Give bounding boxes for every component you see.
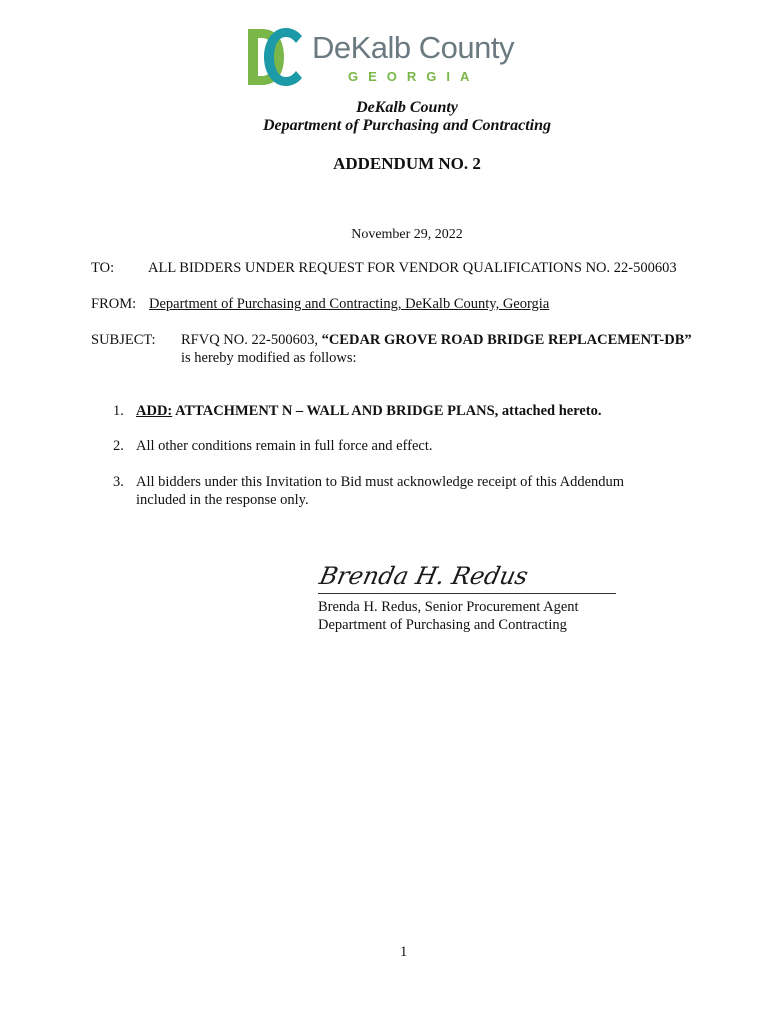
signer-name-title: Brenda H. Redus, Senior Procurement Agent (318, 599, 579, 615)
page-number: 1 (400, 944, 408, 960)
subject-prefix: RFVQ NO. 22-500603, (181, 332, 322, 348)
subject-project-title: “CEDAR GROVE ROAD BRIDGE REPLACEMENT-DB” (321, 332, 692, 348)
to-label: TO: (91, 260, 115, 276)
item-3-number: 3. (113, 474, 124, 490)
from-text: Department of Purchasing and Contracting, DeKalb County, Georgia (149, 296, 550, 312)
header-county: DeKalb County (356, 99, 458, 116)
item-1-add-label: ADD: (136, 403, 173, 419)
subject-line-2: is hereby modified as follows: (181, 350, 357, 366)
county-logo (244, 24, 515, 92)
item-3-text-2: included in the response only. (136, 492, 309, 508)
item-1 (136, 403, 602, 420)
item-1-text: ATTACHMENT N – WALL AND BRIDGE PLANS, attached hereto. (172, 403, 602, 419)
logo-state-name: GEORGIA (348, 69, 480, 84)
signature-line (318, 593, 616, 594)
item-1-number: 1. (113, 403, 124, 419)
signer-department: Department of Purchasing and Contracting (318, 617, 567, 633)
to-text: ALL BIDDERS UNDER REQUEST FOR VENDOR QUALIFICATIONS NO. 22-500603 (148, 260, 677, 276)
from-label: FROM: (91, 296, 137, 312)
item-2-text: All other conditions remain in full force and effect. (136, 438, 433, 454)
header-department: Department of Purchasing and Contracting (262, 117, 552, 134)
subject-label: SUBJECT: (91, 332, 156, 348)
document-date: November 29, 2022 (351, 227, 463, 242)
logo-county-name: DeKalb County (312, 30, 515, 65)
subject-line (181, 332, 692, 349)
item-2-number: 2. (113, 438, 124, 454)
document-title: ADDENDUM NO. 2 (333, 154, 481, 173)
item-3-text: All bidders under this Invitation to Bid must acknowledge receipt of this Addendum (136, 474, 625, 490)
dc-logo-mark-icon (244, 24, 308, 90)
handwritten-signature: Brenda H. Redus (317, 562, 531, 590)
